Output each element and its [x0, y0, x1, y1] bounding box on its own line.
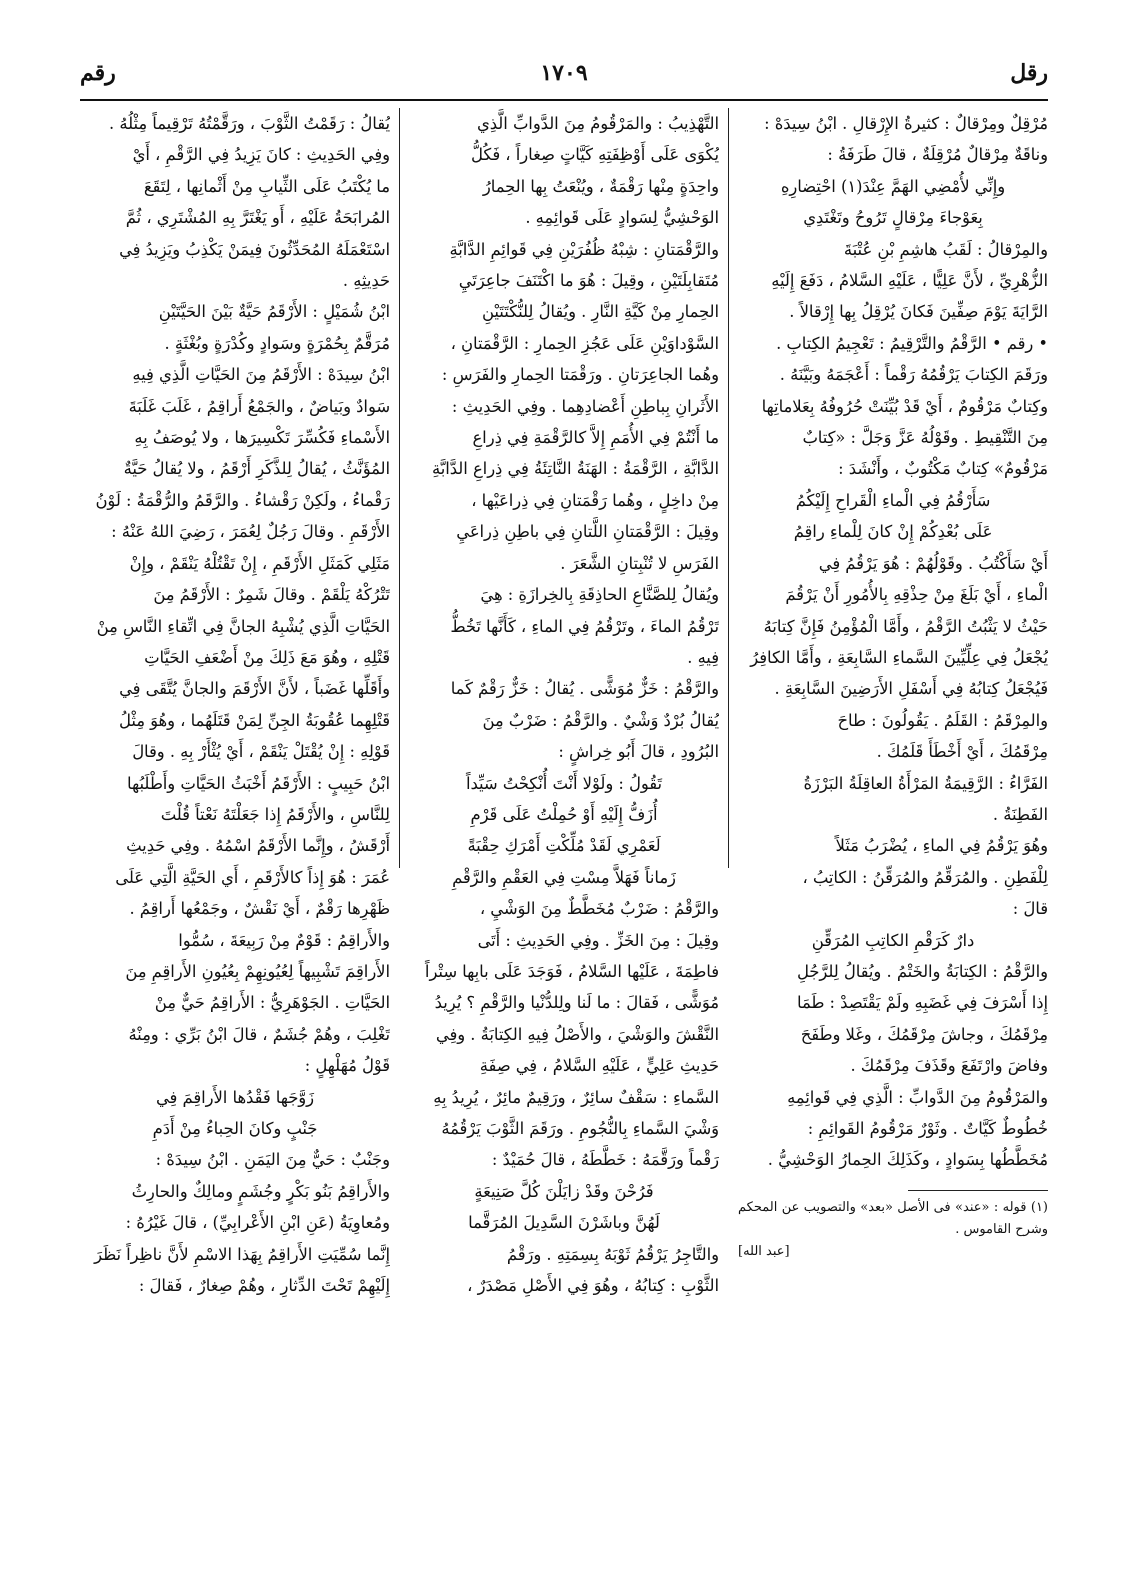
- footnote-rule: [908, 1190, 1048, 1191]
- text-line: الفَرَّاءُ : الرَّقِيمَةُ المَرْأَةُ العاقِلَةُ البَرْزَةُ: [803, 773, 1048, 793]
- text-line: مُرَقَّمٌ بِحُمْرَةٍ وسَوادٍ وكُدْرَةٍ وبُغْثَةٍ .: [164, 333, 390, 353]
- text-line: والمَرْقُومُ مِنَ الدَّوابِّ : الَّذِي فِي قَوائِمِهِ: [787, 1087, 1048, 1107]
- text-line: السَّماءِ : سَقْفٌ سائِرٌ ، ورَقِيمٌ مائِرٌ ، يُرِيدُ بِهِ: [433, 1087, 719, 1107]
- text-line: إِذا أَسْرَفَ فِي غَضَبِهِ ولَمْ يَقْتَصِدْ : طَمَا: [797, 993, 1048, 1013]
- text-line: عُمَرَ : هُوَ إِذاً كالأَرْقَمِ ، أَي الحَيَّةِ الَّتِي عَلَى: [115, 867, 390, 887]
- text-line: فاطِمَةَ ، عَلَيْها السَّلامُ ، فَوَجَدَ عَلَى بابِها سِتْراً: [424, 961, 719, 981]
- header-rule: [80, 99, 1048, 101]
- text-line: فَرُحْنَ وقَدْ زايَلْنَ كُلَّ صَنِيعَةٍ: [474, 1181, 654, 1201]
- text-line: زَماناً فَهَلاَّ مِسْتِ فِي العَقْمِ والرَّقْمِ: [452, 867, 676, 887]
- text-line: وقِيلَ : مِنَ الخَزِّ . وفِي الحَدِيثِ : أَتَى: [477, 930, 719, 950]
- text-line: الحِمارِ مِنْ كَيَّةِ النَّارِ . ويُقالُ لِلنُّكْتَتَيْنِ: [482, 302, 719, 322]
- text-line: رَقْماً ورَقَّمَهُ : خَطَّطَهُ ، قالَ حُمَيْدٌ :: [491, 1150, 719, 1170]
- text-line: لِلنَّاسِ ، والأَرْقَمُ إِذا جَعَلْتَهُ نَعْتاً قُلْتَ: [160, 804, 390, 824]
- text-line: مِنْ داخِلٍ ، وهُما رَقْمَتانِ فِي ذِراعَيْها ،: [471, 490, 719, 510]
- text-line: حَدِيثِ عَلِيٍّ ، عَلَيْهِ السَّلامُ ، فِي صِفَةِ: [479, 1056, 719, 1076]
- text-line: والأَراقِمُ بَنُو بَكْرٍ وجُشَمٍ ومالِكٌ والحارِثُ: [131, 1181, 390, 1201]
- text-line: والرَّقْمَتانِ : شِبْهُ ظُفُرَيْنِ فِي قَوائِمِ الدَّابَّةِ: [449, 239, 719, 259]
- text-line: مُخَطَّطُها بِسَوادٍ ، وكَذَلِكَ الحِمارُ الوَحْشِيُّ .: [767, 1150, 1048, 1170]
- text-line: ظَهْرِها رَقْمٌ ، أَيْ نَقْشٌ ، وجَمْعُها أَراقِمُ .: [129, 899, 390, 919]
- column-left: [80, 108, 390, 1473]
- text-line: ويُقالُ لِلصَّنَّاعِ الحاذِقَةِ بِالخِرازَةِ : هِيَ: [480, 585, 719, 605]
- text-line: والرَّقْمُ : ضَرْبٌ مُخَطَّطٌ مِنَ الوَشْيِ ،: [479, 899, 719, 919]
- text-line: ابْنُ حَبِيبٍ : الأَرْقَمُ أَخْبَثُ الحَيَّاتِ وأَطْلَبُها: [127, 773, 390, 793]
- text-line: الحَيَّاتِ . الجَوْهَرِيُّ : الأَراقِمُ حَيٌّ مِنْ: [154, 993, 390, 1013]
- header-right-word: رقل: [1010, 60, 1048, 86]
- text-line: حَدِيثِهِ .: [342, 271, 390, 291]
- column-middle: [409, 108, 719, 1473]
- text-line: اسْتَعْمَلَهُ المُحَدِّثُونَ فِيمَنْ يَكْذِبُ ويَزِيدُ فِي: [119, 239, 390, 259]
- text-line: مَرْقُومٌ» كِتابٌ مَكْتُوبٌ ، وأَنْشَدَ :: [838, 459, 1048, 479]
- text-line: وإِنِّي لأُمْضِي الهَمَّ عِنْدَ(١) احْتِضارِهِ: [780, 176, 1006, 196]
- text-line: والتَّاجِرُ يَرْقُمُ ثَوْبَهُ بِسِمَتِهِ . ورَقْمُ: [506, 1244, 719, 1264]
- text-line: الحَيَّاتِ الَّذِي يُشْبِهُ الجانَّ فِي اتِّقاءِ النَّاسِ مِنْ: [96, 616, 390, 636]
- text-line: النَّقْشَ والوَشْيَ ، والأَصْلُ فِيهِ الكِتابَةُ . وفِي: [435, 1024, 719, 1044]
- text-line: عَلَى بُعْدِكُمْ إِنْ كانَ لِلْماءِ راقِمُ: [793, 522, 993, 542]
- column-divider-right: [728, 108, 729, 868]
- text-line: قالَ :: [1012, 899, 1048, 919]
- text-line: حَيْثُ لا يَثْبُتُ الرَّقْمُ ، وأَمَّا الْمُؤْمِنُ فَإِنَّ كِتابَهُ: [763, 616, 1048, 636]
- text-line: لِلْفَطِنِ . والمُرَقِّمُ والمُرَقِّنُ : الكاتِبُ ،: [802, 867, 1048, 887]
- text-line: إِلَيْهِمْ تَحْتَ الدِّثارِ ، وهُمْ صِغارٌ ، فَقالَ :: [138, 1276, 390, 1296]
- column-right: [738, 108, 1048, 1473]
- text-line: المُؤَنَّثُ ، يُقالُ لِلذَّكَرِ أَرْقَمُ ، ولا يُقالُ حَيَّةٌ: [123, 459, 390, 479]
- text-line: السَّوْداوَيْنِ عَلَى عَجُزِ الحِمارِ : الرَّقْمَتانِ ،: [450, 333, 719, 353]
- text-line: المُرابَحَةُ عَلَيْهِ ، أَو يَغْتَرَّ بِهِ المُشْتَرِي ، ثُمَّ: [125, 208, 390, 228]
- text-line: خُطُوطٌ كَيَّاتٌ . وثَوْرٌ مَرْقُومُ القَوائِمِ :: [807, 1119, 1048, 1138]
- text-line: الوَحْشِيُّ لِسَوادٍ عَلَى قَوائِمِهِ .: [525, 208, 719, 228]
- text-line: وكِتابٌ مَرْقُومٌ ، أَيْ قَدْ بُيِّنَتْ حُرُوفُهُ بِعَلاماتِها: [761, 396, 1048, 416]
- text-line: والرَّقْمُ : خَزٌّ مُوَشًّى . يُقالُ : خَزٌّ رَقْمٌ كَما: [450, 679, 719, 699]
- text-line: الثَّوْبِ : كِتابُهُ ، وهُوَ فِي الأَصْلِ مَصْدَرٌ ،: [467, 1276, 719, 1296]
- text-line: قَوْلِهِ : إِنْ يُقْتَلْ يَنْقَمْ ، أَيْ يُثْأَرْ بِهِ . وقالَ: [132, 742, 390, 762]
- page-number: ١٧٠٩: [540, 60, 588, 86]
- text-line: وقِيلَ : الرَّقْمَتانِ اللَّتانِ فِي باطِنِ ذِراعَيِ: [456, 522, 719, 542]
- text-line: تَغْلِبَ ، وهُمْ جُشَمٌ ، قالَ ابْنُ بَرِّي : ومِنْهُ: [128, 1024, 390, 1044]
- text-line: ومُعاوِيَةُ (عَنِ ابْنِ الأَعْرابِيِّ) ، قالَ غَيْرُهُ :: [125, 1213, 390, 1233]
- text-line: تَرْقُمُ الماءَ ، وتَرْقُمُ فِي الماءِ ، كَأَنَّها تَخُطُّ: [450, 616, 719, 636]
- text-line: الأَرْقَمِ . وقالَ رَجُلٌ لِعُمَرَ ، رَضِيَ اللهُ عَنْهُ :: [111, 522, 390, 542]
- text-line: وناقَةٌ مِرْقالٌ مُرْقِلَةٌ ، قالَ طَرَفَةُ :: [827, 145, 1048, 165]
- text-line: قَتْلِهِ ، وهُوَ مَعَ ذَلِكَ مِنْ أَضْعَفِ الحَيَّاتِ: [144, 647, 390, 667]
- text-line: الزُّهْرِيِّ ، لأَنَّ عَلِيًّا ، عَلَيْهِ السَّلامُ ، دَفَعَ إِلَيْهِ: [771, 271, 1048, 291]
- text-line: قَوْلُ مُهَلْهِلٍ :: [304, 1056, 390, 1076]
- text-line: وَشْيَ السَّماءِ بِالنُّجُومِ . ورَقَمَ الثَّوْبَ يَرْقُمُهُ: [441, 1119, 719, 1138]
- text-line: والمِرْقَمُ : القَلَمُ . يَقُولُونَ : طاحَ: [837, 710, 1048, 730]
- text-line: التَّهْذِيبُ : والمَرْقُومُ مِنَ الدَّوابِّ الَّذِي: [477, 114, 719, 133]
- text-line: قَتْلِهِما عُقُوبَةُ الجِنِّ لِمَنْ قَتَلَهُما ، وهُوَ مِثْلُ: [118, 710, 390, 730]
- page-header: [80, 58, 1048, 98]
- text-line: يُكْوَى عَلَى أَوْظِفَتِهِ كَيَّاتٍ صِغاراً ، فَكُلُّ: [471, 145, 719, 165]
- text-line: دارٌ كَرَقْمِ الكاتِبِ المُرَقِّنِ: [811, 930, 975, 950]
- text-line: سَأَرْقُمُ فِي الْماءِ الْقَراحِ إِلَيْكُمُ: [795, 490, 991, 510]
- footnote: (١) قوله : «عند» فى الأصل «بعد» والتصويب عن المحكم وشرح القاموس .: [738, 1199, 1048, 1237]
- text-line: مُوَشًّى ، فَقالَ : ما لَنا ولِلدُّنْيا والرَّقْمِ ؟ يُرِيدُ: [434, 993, 719, 1013]
- footnote-signature: [عبد الله]: [738, 1243, 790, 1259]
- text-line: وفِي الحَدِيثِ : كانَ يَزِيدُ فِي الرَّقْمِ ، أَيْ: [132, 145, 390, 165]
- text-line: الدَّابَّةِ ، الرَّقْمَةُ : الهَنَةُ النَّاتِئَةُ فِي ذِراعِ الدَّابَّةِ: [431, 459, 719, 479]
- text-line: الفَطِنَةُ .: [992, 804, 1048, 824]
- text-line: يُجْعَلُ فِي عِلِّيِّينَ السَّماءِ السَّابِعَةِ ، وأَمَّا الكافِرُ: [750, 647, 1048, 667]
- text-line: بِعَوْجاءَ مِرْقالٍ تَرُوحُ وتَغْتَدِي: [803, 208, 983, 228]
- text-line: سَوادٌ وبَياضٌ ، والجَمْعُ أَراقِمُ ، غَلَبَ غَلَبَةَ: [128, 396, 390, 416]
- text-line: فِيهِ .: [687, 647, 719, 667]
- text-line: مُتَقابِلَتَيْنِ ، وقِيلَ : هُوَ ما اكْتَنَفَ جاعِرَتَيِ: [458, 271, 719, 291]
- text-line: الأَسْماءِ فَكُسِّرَ تَكْسِيرَها ، ولا يُوصَفُ بِهِ: [134, 428, 390, 448]
- text-line: جَنْبٍ وكانَ الحِباءُ مِنْ أَدَمِ: [152, 1119, 318, 1138]
- text-line: ما أَنْتُمْ فِي الأُمَمِ إِلاَّ كالرَّقْمَةِ فِي ذِراعِ: [472, 428, 719, 448]
- text-line: لَعَمْرِي لَقَدْ مُلِّكْتِ أَمْرَكِ حِقْبَةً: [467, 836, 661, 856]
- text-line: مِرْقَمُكَ ، أَيْ أَخْطَأَ قَلَمُكَ .: [876, 742, 1048, 762]
- text-line: والمِرْقالُ : لَقَبُ هاشِمِ بْنِ عُتْبَةَ: [843, 239, 1048, 259]
- text-columns: [80, 108, 1048, 1473]
- text-line: يُقالُ بُرْدٌ وَشْيٌ . والرَّقْمُ : ضَرْبٌ مِنَ: [482, 710, 719, 730]
- text-line: أُزَفُّ إِلَيْهِ أَوْ حُمِلْتُ عَلَى قَرْمِ: [470, 804, 658, 824]
- text-line: ابْنُ سِيدَهْ : الأَرْقَمُ مِنَ الحَيَّاتِ الَّذِي فِيهِ: [132, 365, 390, 385]
- text-line: ما يُكْتَبُ عَلَى الثِّيابِ مِنْ أَثْمانِها ، لِتَقَعَ: [143, 176, 390, 196]
- text-line: الأَراقِمَ تَشْبِيهاً لِعُيُونِهِمْ بِعُيُونِ الأَراقِمِ مِنَ: [125, 961, 390, 981]
- text-line: الْماءِ ، أَيْ بَلَغَ مِنْ حِذْقِهِ بِالأُمُورِ أَنْ يَرْقُمَ: [785, 585, 1048, 605]
- text-line: مَثَلِي كَمَثَلِ الأَرْقَمِ ، إِنْ تَقْتُلْهُ يَنْقَمْ ، وإِنْ: [129, 553, 390, 573]
- text-line: رَقْماءُ ، ولَكِنْ رَقْشاءُ . والرَّقَمُ والرُّقْمَةُ : لَوْنُ: [95, 490, 390, 510]
- text-line: البُرُودِ ، قالَ أَبُو خِراشٍ :: [558, 742, 719, 762]
- text-line: • رقم • الرَّقْمُ والتَّرْقِيمُ : تَعْجِيمُ الكِتابِ .: [776, 333, 1048, 353]
- text-line: وجَنْبٌ : حَيٌّ مِنَ اليَمَنِ . ابْنُ سِيدَهْ :: [155, 1150, 390, 1170]
- text-line: مِنَ التَّنْقِيطِ . وقَوْلُهُ عَزَّ وَجَلَّ : «كِتابٌ: [802, 428, 1048, 448]
- text-line: ابْنُ شُمَيْلٍ : الأَرْقَمُ حَيَّةٌ بَيْنَ الحَيَّتَيْنِ: [158, 302, 390, 322]
- text-line: زَوَّجَها فَقْدُها الأَراقِمَ فِي: [155, 1087, 315, 1107]
- text-line: الأَثَرانِ بِباطِنِ أَعْضادِهِما . وفِي الحَدِيثِ :: [451, 396, 719, 416]
- text-line: الرَّايَةَ يَوْمَ صِفِّينَ فَكانَ يُرْقِلُ بِها إِرْقالاً .: [789, 302, 1048, 322]
- text-line: وهُما الجاعِرَتانِ . ورَقْمَتا الحِمارِ والفَرَسِ :: [441, 365, 719, 385]
- text-line: تَقُولُ : ولَوْلا أَنْتَ أُنْكِحْتُ سَيِّداً: [465, 773, 663, 793]
- text-line: مِرْقَمُكَ ، وجاشَ مِرْقَمُكَ ، وغَلا وطَفَحَ: [800, 1024, 1048, 1044]
- text-line: ورَقَمَ الكِتابَ يَرْقُمُهُ رَقْماً : أَعْجَمَهُ وبَيَّنَهُ .: [779, 365, 1048, 385]
- text-line: الفَرَسِ لا تُنْبِتانِ الشَّعَرَ .: [560, 553, 719, 573]
- text-line: وهُوَ يَرْقُمُ فِي الماءِ ، يُضْرَبُ مَثَلاً: [835, 836, 1048, 856]
- text-line: والرَّقْمُ : الكِتابَةُ والخَتْمُ . ويُقالُ لِلرَّجُلِ: [796, 961, 1048, 981]
- text-line: يُقالُ : رَقَمْتُ الثَّوْبَ ، ورَقَّمْتُهُ تَرْقِيماً مِثْلُهُ .: [109, 114, 390, 133]
- header-left-word: رقم: [80, 60, 116, 86]
- text-line: مُرْقِلٌ ومِرْقالٌ : كثيرةُ الإِرْقالِ . ابْنُ سِيدَهْ :: [764, 114, 1048, 133]
- text-line: واحِدَةٍ مِنْها رَقْمَةٌ ، ويُنْعَتُ بِها الحِمارُ: [482, 176, 719, 196]
- text-line: إِنَّما سُمِّيَتِ الأَراقِمُ بِهَذا الاسْمِ لأَنَّ ناظِراً نَظَرَ: [94, 1244, 390, 1264]
- text-line: والأَراقِمُ : قَوْمٌ مِنْ رَبِيعَةَ ، سُمُّوا: [178, 930, 390, 950]
- text-line: تَتْرُكْهُ يَلْقَمْ . وقالَ شَمِرٌ : الأَرْقَمُ مِنَ: [153, 585, 390, 605]
- text-line: لَهُنَّ وباشَرْنَ السَّدِيلَ المُرَقَّما: [468, 1213, 660, 1233]
- text-line: وأَقَلِّها غَضَباً ، لأَنَّ الأَرْقَمَ والجانَّ يُتَّقَى فِي: [119, 679, 390, 699]
- text-line: أَرْقَشُ ، وإِنَّما الأَرْقَمُ اسْمُهُ . وفِي حَدِيثِ: [126, 836, 390, 856]
- text-line: وفاضَ وارْتَفَعَ وقَذَفَ مِرْقَمُكَ .: [850, 1056, 1048, 1076]
- text-line: فَيُجْعَلُ كِتابُهُ فِي أَسْفَلِ الأَرَضِينَ السَّابِعَةِ .: [774, 679, 1048, 699]
- text-line: أَيْ سَأَكْتُبُ . وقَوْلُهُمْ : هُوَ يَرْقُمُ فِي: [818, 553, 1048, 573]
- column-divider-left: [399, 108, 400, 868]
